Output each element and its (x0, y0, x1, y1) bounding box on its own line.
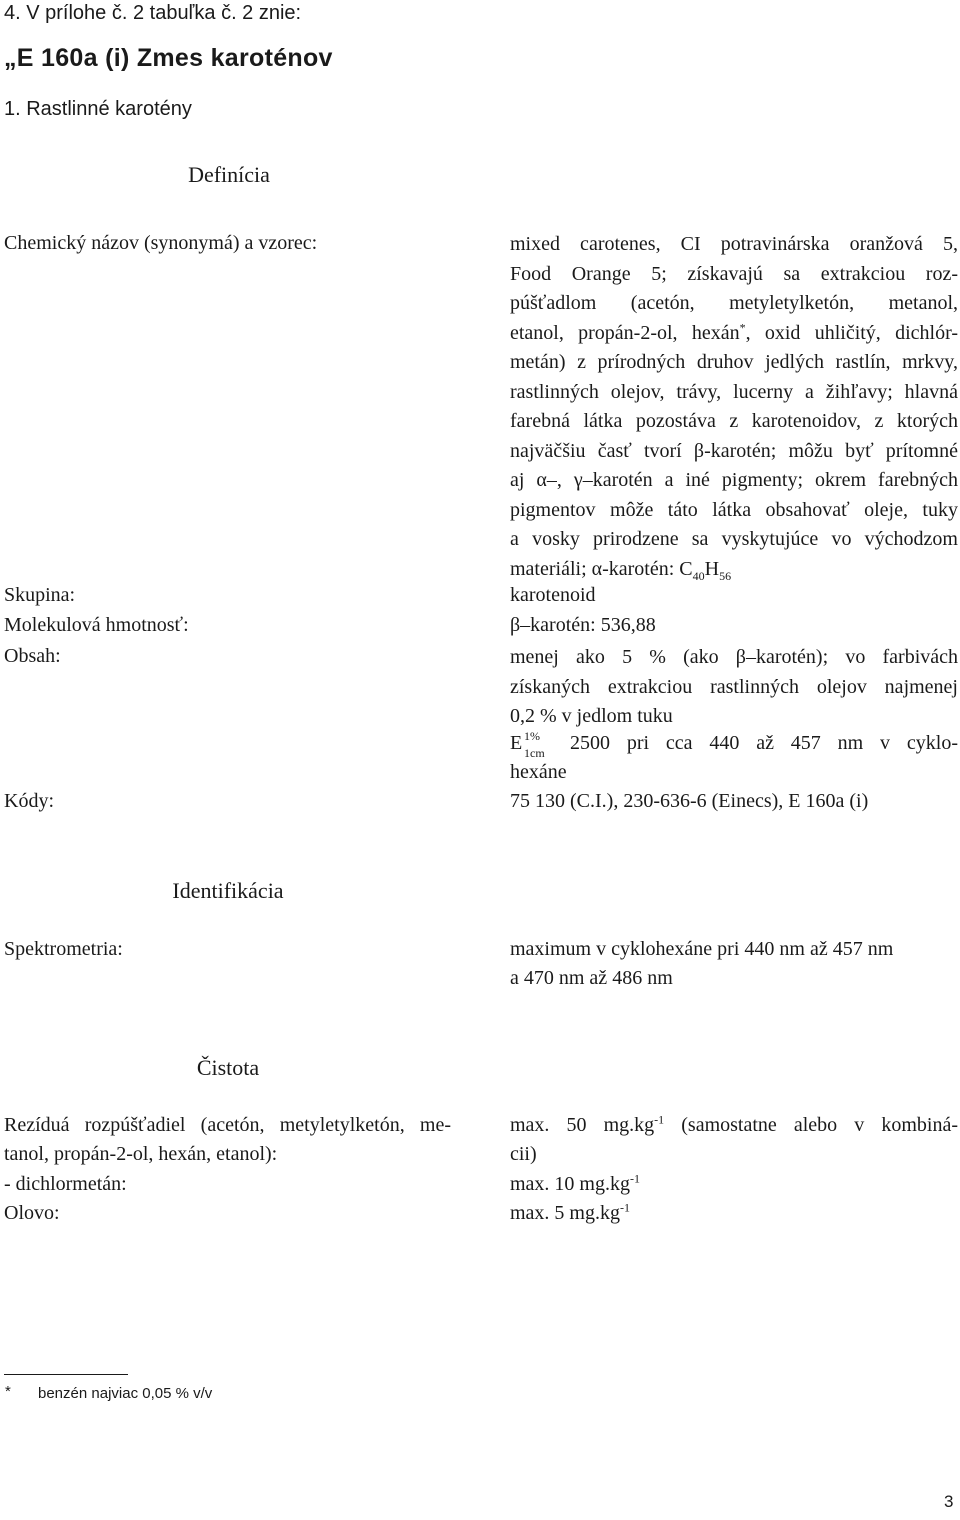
extinction-text: 2500 pri cca 440 až 457 nm v cyklo- (570, 732, 958, 754)
footnote-divider (4, 1374, 128, 1375)
content-line: 0,2 % v jedlom tuku (510, 705, 673, 727)
dichloromethane-label: - dichlormetán: (4, 1173, 127, 1195)
solvent-residues-label-cont: tanol, propán-2-ol, hexán, etanol): (4, 1143, 278, 1165)
content-label: Obsah: (4, 645, 61, 667)
chem-line: rastlinných olejov, trávy, lucerny a žihľavy; hlavná (510, 380, 958, 403)
solvent-residues-label: Rezíduá rozpúšťadiel (acetón, metyletylketón, me- (4, 1114, 451, 1136)
chem-line: etanol, propán-2-ol, hexán*, oxid uhličitý, dichlór- (510, 319, 958, 344)
chem-line: pigmentov môže táto látka obsahovať oleje, tuky (510, 498, 958, 521)
extinction-text-cont: hexáne (510, 761, 567, 783)
extinction-sup: 1% (524, 729, 540, 743)
solvent-residues-value: max. 50 $mg.kg^{-1}$ (samostatne alebo v kombiná- (510, 1112, 958, 1136)
chem-line: farebná látka pozostáva z karotenoidov, z ktorých (510, 410, 958, 432)
dichloromethane-value: max. 10 $mg.kg^{-1}$ (510, 1171, 640, 1195)
spectrometry-value-line: maximum v cyklohexáne pri 440 nm až 457 nm (510, 938, 894, 960)
codes-label: Kódy: (4, 790, 54, 812)
document-title: „E 160a (i) Zmes karoténov (4, 44, 333, 72)
chemical-name-value (510, 230, 958, 584)
chem-line: a vosky prirodzene sa vyskytujúce vo východzom (510, 528, 958, 550)
chem-line: Food Orange 5; získavajú sa extrakciou roz- (510, 262, 958, 285)
spectrometry-value-line: a 470 nm až 486 nm (510, 967, 673, 989)
extinction-sub: 1cm (524, 746, 545, 760)
lead-value: max. 5 $mg.kg^{-1}$ (510, 1200, 630, 1224)
group-label: Skupina: (4, 584, 76, 606)
chem-line: mixed carotenes, CI potravinárska oranžová 5, (510, 233, 958, 255)
content-value (510, 643, 958, 732)
spectrometry-label: Spektrometria: (4, 938, 123, 960)
solvent-residues-value-cont: cii) (510, 1143, 537, 1165)
chem-line: aj α–, γ–karotén a iné pigmenty; okrem farebných (510, 469, 958, 491)
lead-label: Olovo: (4, 1202, 60, 1224)
group-value: karotenoid (510, 584, 596, 606)
chem-line: metán) z prírodných druhov jedlých rastlín, mrkvy, (510, 351, 958, 373)
footnote-reference: * (739, 319, 746, 334)
content-line: menej ako 5 % (ako β–karotén); vo farbivách (510, 646, 958, 668)
section-heading-definition: Definícia (188, 162, 270, 187)
footnote-mark: * (5, 1383, 11, 1400)
molecular-weight-value: β–karotén: 536,88 (510, 614, 656, 636)
extinction-coefficient: E (510, 732, 523, 754)
chemical-formula: materiáli; α-karotén: $C_{40}H_{56}$ (510, 557, 732, 583)
document-subtitle: 1. Rastlinné karotény (4, 98, 192, 120)
content-line: získaných extrakciou rastlinných olejov najmenej (510, 675, 958, 698)
chem-line: najväčšiu časť tvorí β-karotén; môžu byť prítomné (510, 439, 958, 462)
chemical-name-label: Chemický názov (synonymá) a vzorec: (4, 232, 318, 254)
chem-line: púšťadlom (acetón, metyletylketón, metanol, (510, 292, 958, 314)
page-number: 3 (944, 1492, 954, 1511)
section-heading-purity: Čistota (196, 1055, 260, 1080)
intro-line: 4. V prílohe č. 2 tabuľka č. 2 znie: (4, 2, 302, 24)
footnote-text: benzén najviac 0,05 % v/v (38, 1385, 213, 1402)
section-heading-identification: Identifikácia (172, 878, 284, 903)
codes-value: 75 130 (C.I.), 230-636-6 (Einecs), E 160a (i) (510, 790, 869, 812)
molecular-weight-label: Molekulová hmotnosť: (4, 614, 189, 636)
